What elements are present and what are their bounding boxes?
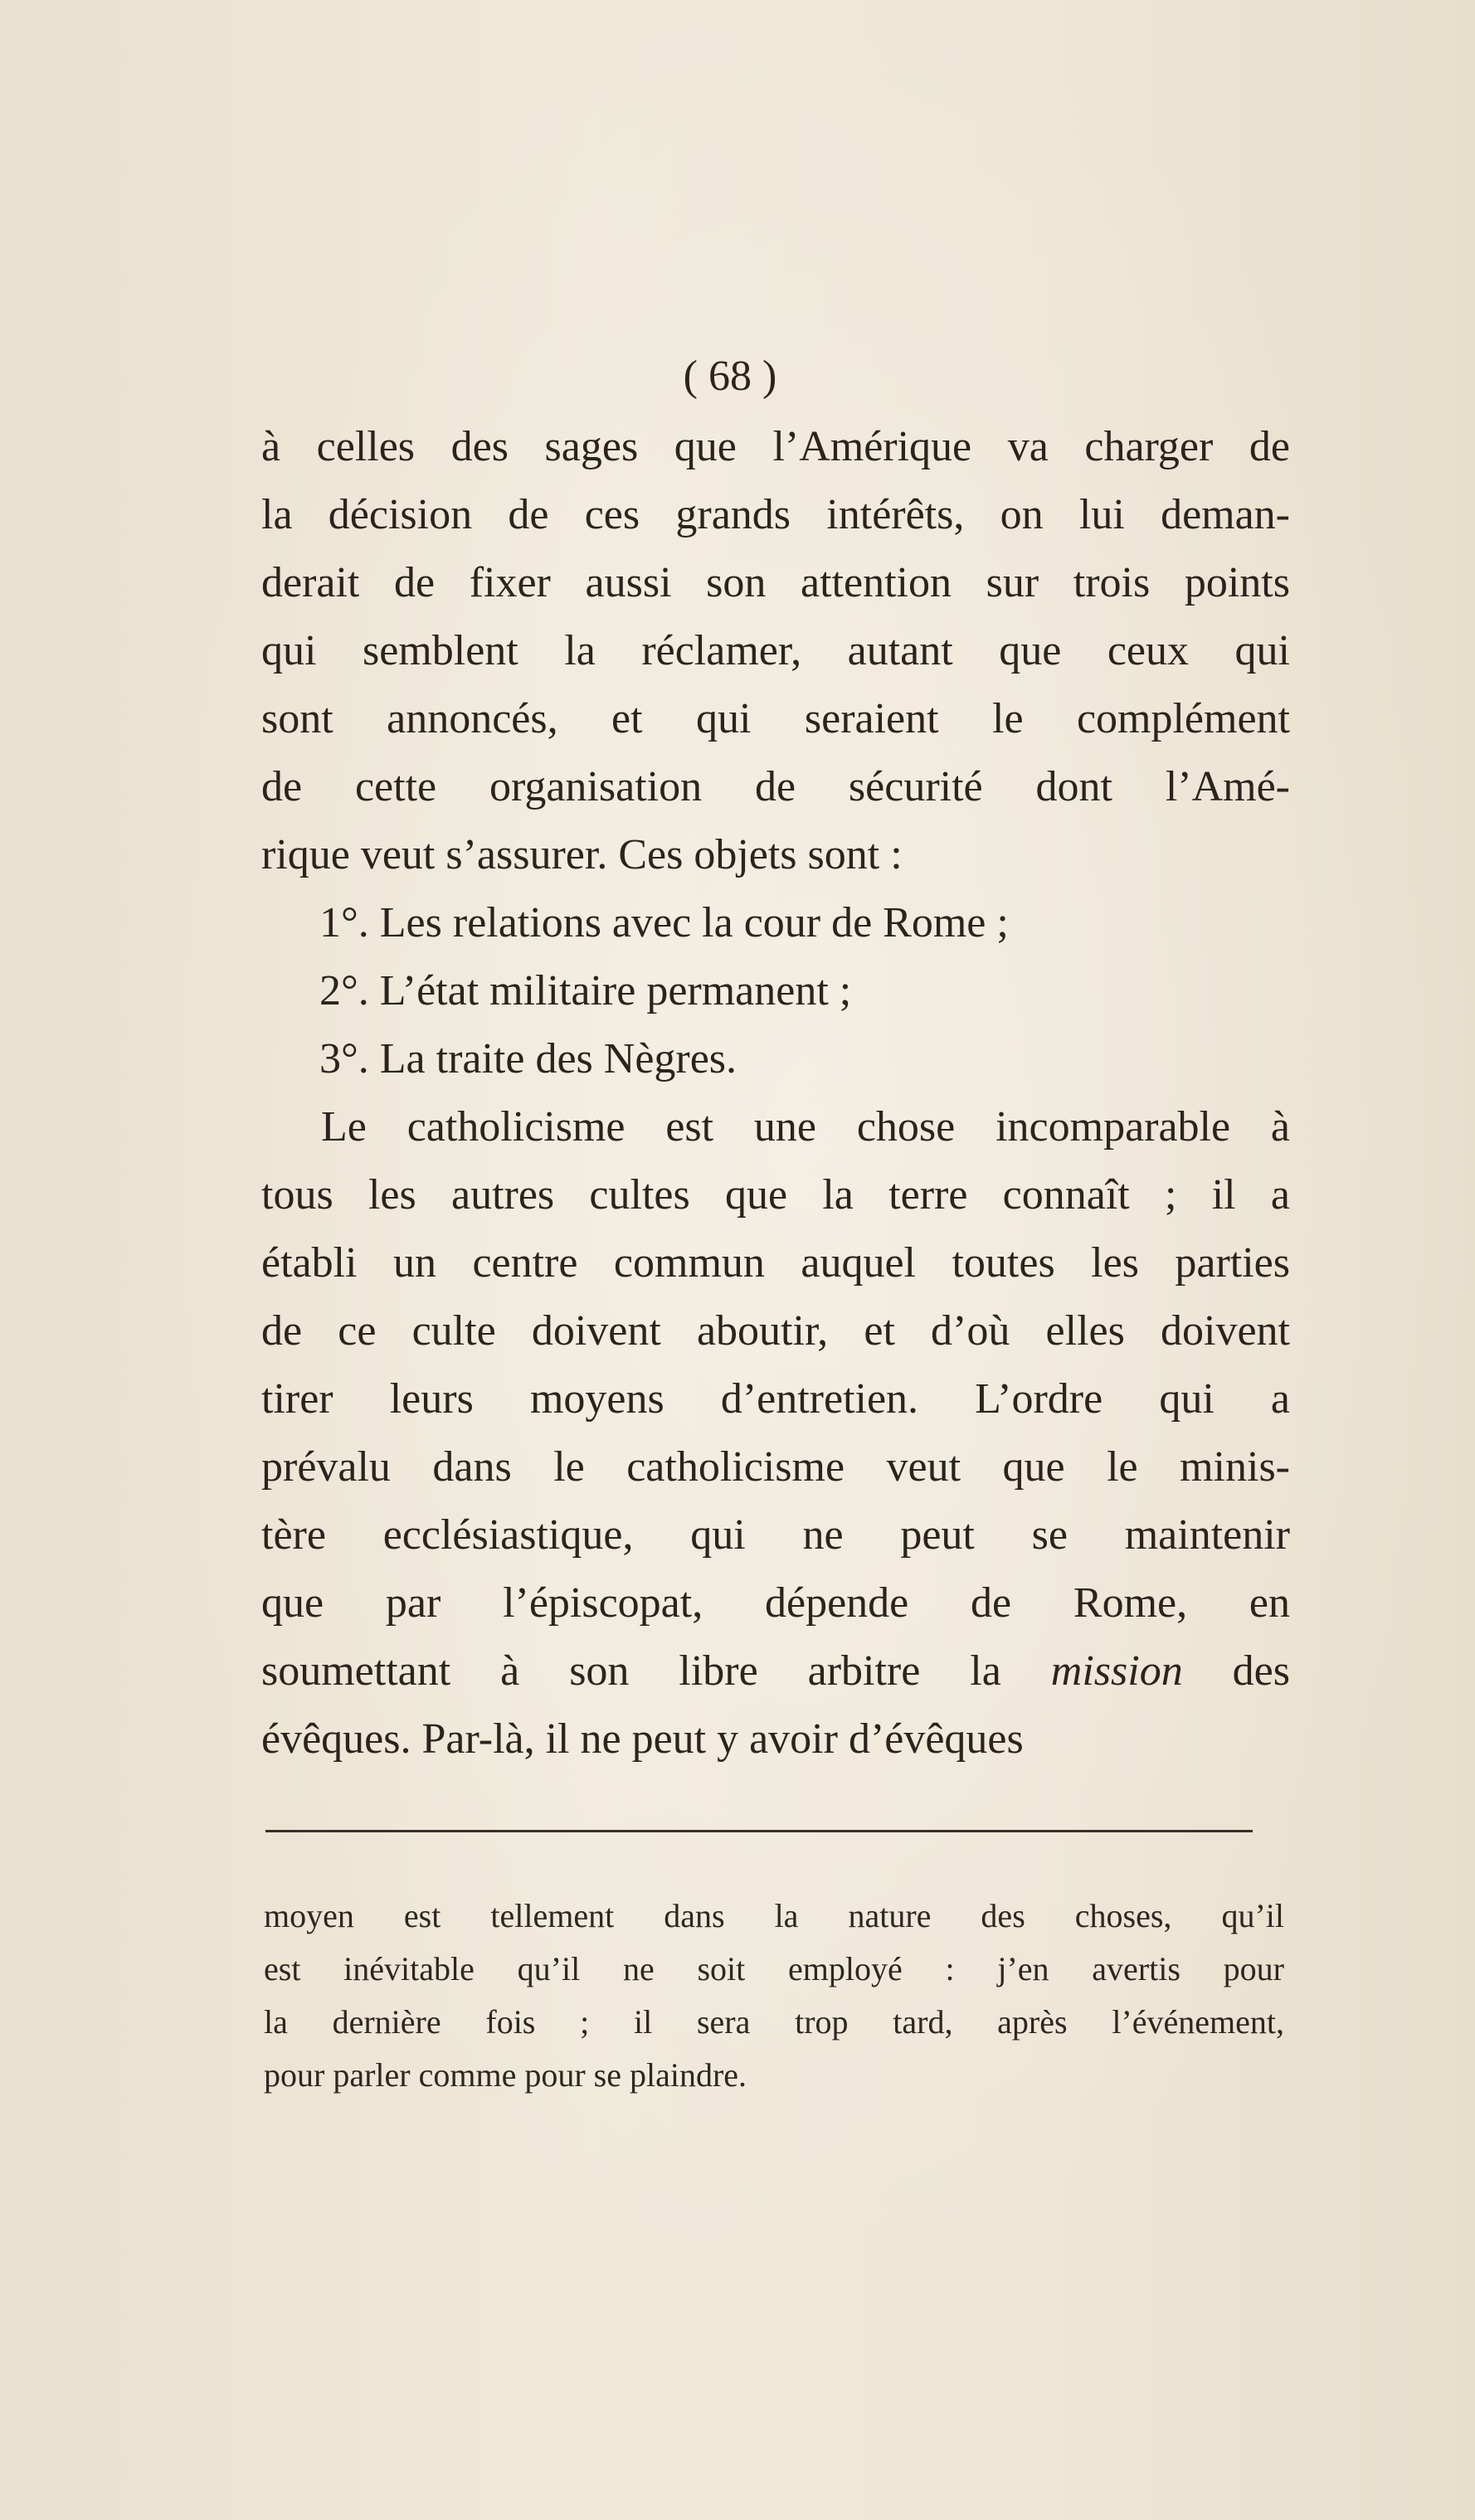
body-line: de cette organisation de sécurité dont l’Amé- <box>261 763 1290 810</box>
page-number: ( 68 ) <box>683 353 777 400</box>
body-line: soumettant à son libre arbitre la mission des <box>261 1647 1290 1695</box>
body-line: 1°. Les relations avec la cour de Rome ; <box>319 899 1009 946</box>
footnote-line: la dernière fois ; il sera trop tard, après l’événement, <box>264 2003 1284 2041</box>
footnote-line: est inévitable qu’il ne soit employé : j’en avertis pour <box>264 1950 1284 1987</box>
footnote-line: moyen est tellement dans la nature des choses, qu’il <box>264 1897 1284 1934</box>
body-line: prévalu dans le catholicisme veut que le minis- <box>261 1443 1290 1491</box>
body-line: 3°. La traite des Nègres. <box>319 1035 738 1082</box>
body-line: qui semblent la réclamer, autant que ceux qui <box>261 627 1290 674</box>
body-line: rique veut s’assurer. Ces objets sont : <box>261 831 903 878</box>
body-line: tous les autres cultes que la terre connaît ; il a <box>261 1171 1290 1219</box>
body-text <box>261 413 1290 1773</box>
body-line: tirer leurs moyens d’entretien. L’ordre qui a <box>261 1375 1290 1423</box>
main-text-block <box>261 340 1290 1773</box>
body-line: Le catholicisme est une chose incomparable à <box>321 1103 1290 1151</box>
footnote-rule <box>265 1830 1253 1832</box>
body-line: derait de fixer aussi son attention sur trois points <box>261 559 1290 606</box>
body-line: à celles des sages que l’Amérique va charger de <box>261 423 1290 470</box>
footnote-line: pour parler comme pour se plaindre. <box>264 2056 747 2094</box>
body-line: établi un centre commun auquel toutes les parties <box>261 1239 1290 1287</box>
body-line: 2°. L’état militaire permanent ; <box>319 967 852 1014</box>
footnote <box>264 1890 1284 2102</box>
body-line: de ce culte doivent aboutir, et d’où elles doivent <box>261 1307 1290 1355</box>
body-line: la décision de ces grands intérêts, on lui deman- <box>261 491 1290 538</box>
body-line: évêques. Par-là, il ne peut y avoir d’évêques <box>261 1715 1024 1763</box>
body-line: tère ecclésiastique, qui ne peut se maintenir <box>261 1511 1290 1559</box>
body-line: que par l’épiscopat, dépende de Rome, en <box>261 1579 1290 1627</box>
body-line: sont annoncés, et qui seraient le complément <box>261 695 1290 742</box>
